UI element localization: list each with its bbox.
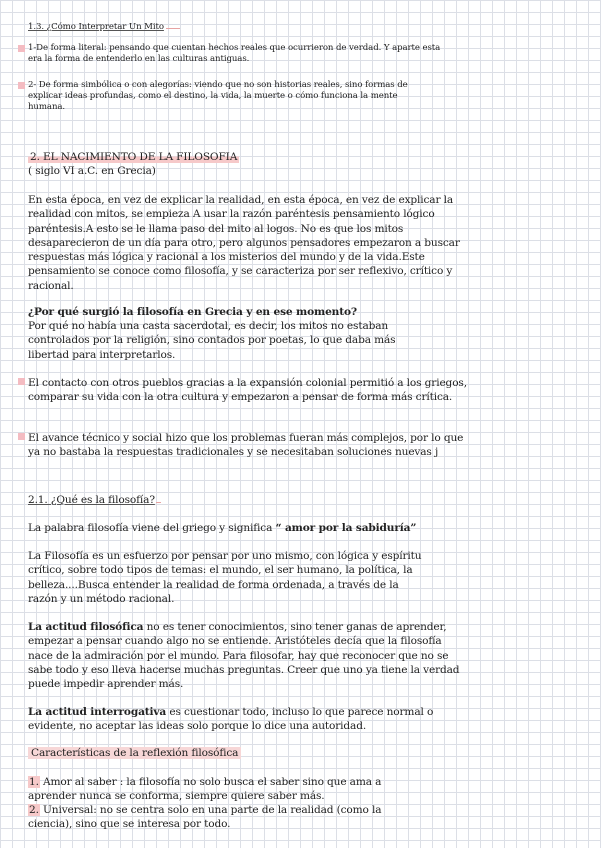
etymology-prefix: La palabra filosofía viene del griego y significa (28, 522, 276, 534)
actitud-interrogativa-label: La actitud interrogativa (28, 706, 167, 718)
bullet-marker (18, 378, 25, 385)
caracteristica-text: Amor al saber : la filosofía no solo busca el saber sino que ama a aprender nunca se conforma, siempre quiere saber más. (28, 776, 382, 803)
section-1-3-title-text: 1.3. ¿Cómo Interpretar Un Mito (28, 22, 164, 32)
answer-no-priestly-caste: Por qué no había una casta sacerdotal, es decir, los mitos no estaban controlados por la religión, sino contados por poetas, lo que daba más libertad para interpretarlos. (28, 320, 396, 361)
section-2-question (28, 305, 568, 319)
section-2-subtitle: ( siglo VI a.C. en Grecia) (28, 165, 156, 177)
interpretation-item-symbolic: 2- De forma simbólica o con alegorías: viendo que no son historias reales, sino formas de explicar ideas profundas, como el destino, la vida, la muerte o cómo funciona la mente humana. (28, 80, 408, 112)
caracteristica-number: 1. (29, 776, 39, 788)
question-text: ¿Por qué surgió la filosofía en Grecia y en ese momento? (28, 306, 357, 318)
section-2-1-title-text: 2.1. ¿Qué es la filosofía? (28, 494, 155, 506)
philosophy-definition: La Filosofía es un esfuerzo por pensar por uno mismo, con lógica y espíritu crítico, sobre todo tipos de temas: el mundo, el ser humano, la política, la belleza....Busca entender la realidad de forma ordenada, a través de la razón y un método racional. (28, 550, 422, 605)
etymology-line (28, 521, 568, 535)
bullet-marker (18, 45, 25, 52)
actitud-filosofica-label: La actitud filosófica (28, 621, 144, 633)
section-2-title (28, 150, 568, 164)
bullet-marker (18, 433, 25, 440)
caracteristica-text: Universal: no se centra solo en una parte de la realidad (como la ciencia), sino que se interesa por todo. (28, 804, 382, 831)
section-2-title-text: 2. EL NACIMIENTO DE LA FILOSOFIA (30, 151, 238, 163)
section-2-1-title (28, 493, 568, 507)
answer-technical-advance: El avance técnico y social hizo que los problemas fueran más complejos, por lo que ya no bastaba la respuestas tradicionales y se necesitaban soluciones nuevas j (28, 432, 464, 459)
bullet-marker (18, 82, 25, 89)
caracteristicas-title-text: Características de la reflexión filosófica (28, 747, 241, 759)
answer-colonial-contact: El contacto con otros pueblos gracias a la expansión colonial permitió a los griegos, comparar su vida con la otra cultura y empezaron a pensar de forma más crítica. (28, 377, 467, 404)
section-1-3-title (28, 22, 568, 33)
actitud-interrogativa-text: es cuestionar todo, incluso lo que parece normal o evidente, no aceptar las ideas solo porque lo dice una autoridad. (28, 706, 434, 733)
actitud-filosofica-paragraph (28, 620, 460, 691)
section-2-paragraph: En esta época, en vez de explicar la realidad, en esta época, en vez de explicar la realidad con mitos, se empieza A usar la razón paréntesis pensamiento lógico paréntesis.A esto se le llama paso del mito al logos. No es que los mitos desaparecieron de un día para otro, pero algunos pensadores empezaron a buscar respuestas más lógica y racional a los misterios del mundo y de la vida.Este pensamiento se conoce como filosofía, y se caracteriza por ser reflexivo, crítico y racional. (28, 194, 460, 292)
caracteristica-amor-al-saber (28, 775, 428, 804)
caracteristica-universal (28, 803, 428, 832)
caracteristica-number: 2. (29, 804, 39, 816)
actitud-filosofica-text: no es tener conocimientos, sino tener ganas de aprender, empezar a pensar cuando algo no se entiende. Aristóteles decía que la filosofía nace de la admiración por el mundo. Para filosofar, hay que reconocer que no se sabe todo y eso lleva hacerse muchas preguntas. Creer que uno ya tiene la verdad puede impedir aprender más. (28, 621, 460, 691)
etymology-meaning: “ amor por la sabiduría” (275, 522, 417, 534)
caracteristicas-title (28, 746, 568, 760)
actitud-interrogativa-paragraph (28, 705, 468, 734)
interpretation-item-literal: 1-De forma literal: pensando que cuentan hechos reales que ocurrieron de verdad. Y aparte esta era la forma de entenderlo en las culturas antiguas. (28, 43, 441, 64)
